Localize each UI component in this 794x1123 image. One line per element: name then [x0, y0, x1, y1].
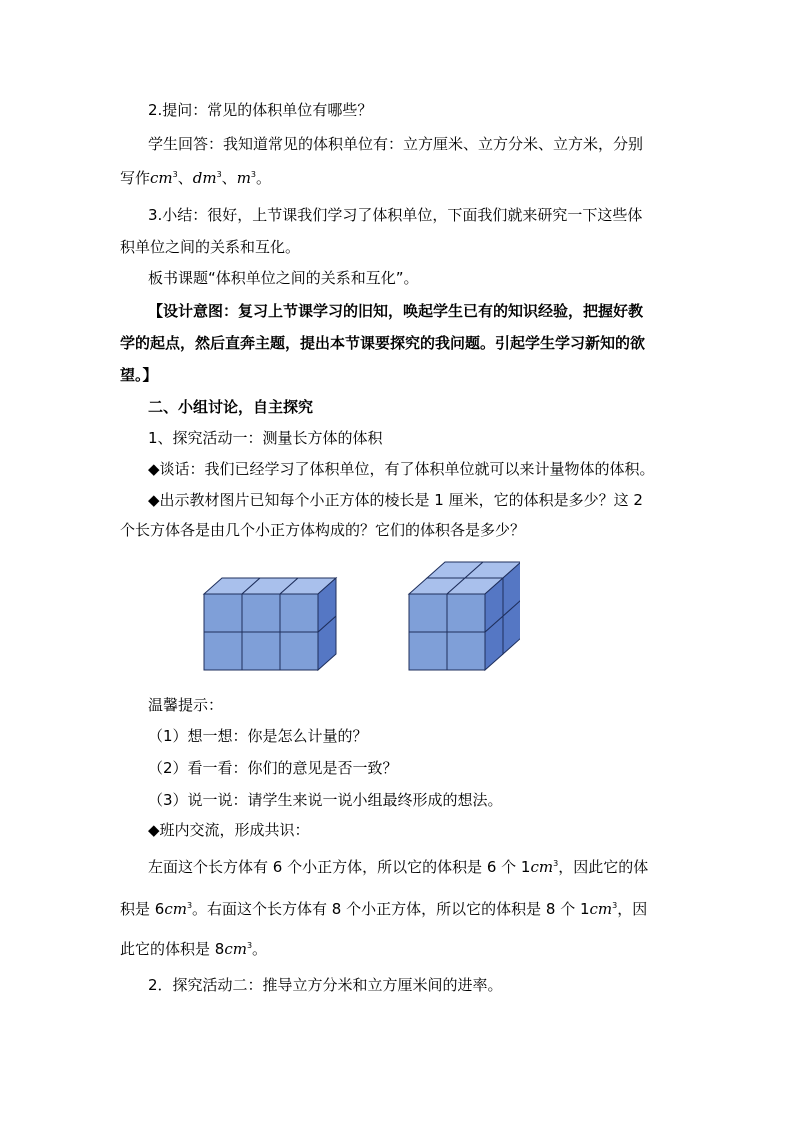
cube-front-face: [447, 632, 485, 670]
activity-one-heading: 1、探究活动一：测量长方体的体积: [148, 429, 383, 447]
class-exchange-line: ◆班内交流，形成共识：: [148, 821, 310, 839]
tip-1: （1）想一想：你是怎么计量的？: [148, 727, 368, 745]
board-title-line: 板书课题“体积单位之间的关系和互化”。: [148, 269, 419, 287]
design-intent-line-3: 望。】: [120, 366, 158, 384]
cube-front-face: [204, 594, 242, 632]
left-cuboid: [204, 578, 336, 670]
section-heading: 二、小组讨论，自主探究: [148, 398, 314, 416]
conclusion-line-1: 左面这个长方体有 6 个小正方体，所以它的体积是 6 个 $1cm^3$，因此它的体: [148, 858, 649, 876]
activity-two-heading: 2．探究活动二：推导立方分米和立方厘米间的进率。: [148, 976, 503, 994]
student-answer-line-1: 学生回答：我知道常见的体积单位有：立方厘米、立方分米、立方米，分别: [148, 135, 644, 153]
cube-front-face: [280, 594, 318, 632]
tip-2: （2）看一看：你们的意见是否一致？: [148, 759, 398, 777]
talk-line: ◆谈话：我们已经学习了体积单位，有了体积单位就可以来计量物体的体积。: [148, 460, 655, 478]
right-cuboid: [409, 562, 520, 670]
cube-front-face: [242, 594, 280, 632]
tip-3: （3）说一说：请学生来说一说小组最终形成的想法。: [148, 791, 503, 809]
cube-front-face: [409, 632, 447, 670]
picture-question-line-2: 个长方体各是由几个小正方体构成的？它们的体积各是多少？: [120, 521, 526, 539]
cube-front-face: [409, 594, 447, 632]
design-intent-line-2: 学的起点，然后直奔主题，提出本节课要探究的我问题。引起学生学习新知的欲: [120, 334, 646, 352]
question-line: 2.提问：常见的体积单位有哪些？: [148, 101, 373, 119]
summary-line-2: 积单位之间的关系和互化。: [120, 238, 301, 256]
picture-question-line-1: ◆出示教材图片已知每个小正方体的棱长是 1 厘米，它的体积是多少？这 2: [148, 491, 643, 509]
conclusion-line-2: 积是 $6cm^3$。右面这个长方体有 8 个小正方体，所以它的体积是 8 个 $1cm^3$，因: [120, 900, 648, 918]
cube-front-face: [280, 632, 318, 670]
student-answer-line-2: 写作$cm^3$、$dm^3$、$m^3$。: [120, 169, 272, 187]
tips-heading: 温馨提示：: [148, 696, 224, 714]
conclusion-line-3: 此它的体积是 $8cm^3$。: [120, 940, 268, 958]
cuboids-figure: [200, 560, 520, 675]
cube-front-face: [447, 594, 485, 632]
design-intent-line-1: 【设计意图：复习上节课学习的旧知，唤起学生已有的知识经验，把握好教: [148, 302, 644, 320]
summary-line-1: 3.小结：很好，上节课我们学习了体积单位，下面我们就来研究一下这些体: [148, 206, 643, 224]
cube-front-face: [242, 632, 280, 670]
cube-front-face: [204, 632, 242, 670]
